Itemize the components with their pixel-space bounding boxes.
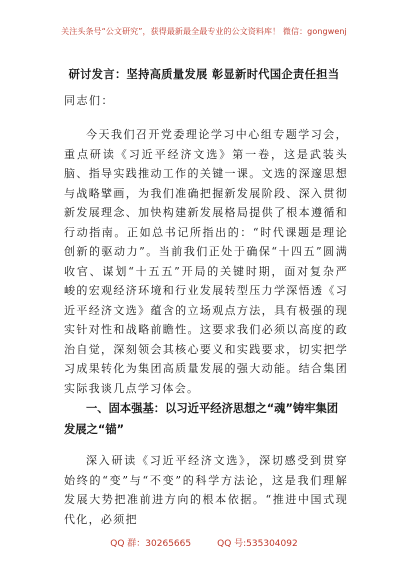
header-banner: 关注头条号“公文研究”，获得最新最全最专业的公文资料库！ 微信：gongwenj bbox=[61, 27, 347, 36]
footer-qq-number: QQ 号:535304092 bbox=[217, 539, 298, 549]
document-title: 研讨发言：坚持高质量发展 彰显新时代国企责任担当 bbox=[68, 67, 340, 81]
body-paragraph-section-1: 深入研读《习近平经济文选》，深切感受到贯穿始终的“变”与“不变”的科学方法论，这是我们理解发展大势把准前进方向的根本依据。“推进中国式现代化，必须把 bbox=[64, 454, 348, 526]
salutation: 同志们： bbox=[64, 94, 114, 107]
footer-qq-group: QQ 群：30265665 bbox=[110, 539, 192, 549]
section-heading-1: 一、固本强基：以习近平经济思想之“魂”铸牢集团发展之“锚” bbox=[64, 402, 339, 436]
body-paragraph-intro: 今天我们召开党委理论学习中心组专题学习会，重点研读《习近平经济文选》第一卷，这是武装头脑、指导实践推动工作的关键一课。文选的深邃思想与战略擘画，为我们准确把握新发展阶段、深入贯彻新发展理念、加快构建新发展格局提供了根本遵循和行动指南。正如总书记所指出的：“时代课题是理论创新的驱动力”。当前我们正处于确保“十四五”圆满收官、谋划“十五五”开局的关键时期，面对复杂严峻的宏观经济环境和行业发展转型压力学深悟透《习近平经济文选》蕴含的立场观点方法，具有极强的现实针对性和战略前瞻性。这要求我们必须以高度的政治自觉，深刻领会其核心要义和实践要求，切实把学习成果转化为集团高质量发展的强大动能。结合集团实际我谈几点学习体会。 bbox=[64, 128, 348, 395]
footer-contacts bbox=[0, 536, 408, 549]
